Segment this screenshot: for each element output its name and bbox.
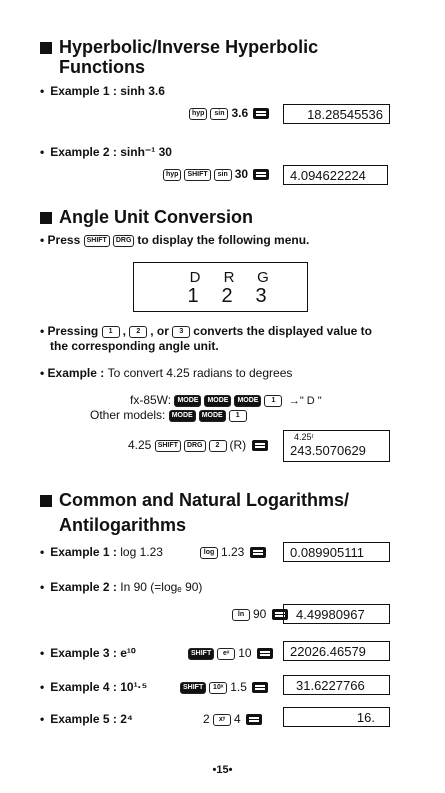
fx85w-key-row <box>130 393 322 407</box>
bullet: • <box>40 580 45 594</box>
row-number: 4.25 <box>128 438 152 452</box>
arrow-d-indicator: →" D " <box>288 395 322 407</box>
key-sequence-1 <box>189 106 269 120</box>
result-display-ln: 4.49980967 <box>283 604 390 624</box>
conversion-display <box>283 430 390 462</box>
pressing-text: converts the displayed value to <box>193 324 373 338</box>
fx85w-label: fx-85W: <box>130 393 172 407</box>
example-label: Example 1 : <box>50 545 117 559</box>
key-3: 3 <box>172 326 190 338</box>
mode-key: MODE <box>174 395 201 407</box>
ln-key-row <box>232 607 288 621</box>
drg-menu-letters <box>178 269 280 286</box>
bullet: • <box>40 145 45 159</box>
key-1: 1 <box>102 326 120 338</box>
key-number: 1.23 <box>221 545 245 559</box>
example-2-hyperbolic <box>40 145 172 159</box>
key-number: 10 <box>238 646 252 660</box>
key-number: 2 <box>203 712 210 726</box>
bullet: • <box>40 680 45 694</box>
example-text: To convert 4.25 radians to degrees <box>107 366 293 380</box>
key-number: 3.6 <box>231 106 249 120</box>
example-label: Example 3 : <box>50 646 117 660</box>
pressing-instruction <box>40 324 420 354</box>
menu-letter-r: R <box>223 269 235 286</box>
section-heading-logarithms-line2: Antilogarithms <box>59 515 187 535</box>
power-key-row <box>203 712 262 726</box>
bullet: • <box>40 646 45 660</box>
sin-key: sin <box>214 169 232 181</box>
ln-key: ln <box>232 609 250 621</box>
example-5-power <box>40 712 133 726</box>
key-number: 90 <box>253 607 267 621</box>
menu-letter-d: D <box>189 269 201 286</box>
bullet: • <box>40 324 48 338</box>
example-label: Example : <box>47 366 105 380</box>
bullet: • <box>40 366 48 380</box>
section-heading-hyperbolic-line2: Functions <box>59 57 145 77</box>
log-key: log <box>200 547 218 559</box>
example-label: Example 1 : <box>50 84 117 98</box>
press-label: Press <box>47 233 81 247</box>
drg-key: DRG <box>113 235 135 247</box>
drg-menu-display <box>133 262 308 312</box>
exp-key-row <box>188 646 273 660</box>
mode-key: MODE <box>199 410 226 422</box>
equals-key-icon <box>246 714 262 725</box>
equals-key-icon <box>252 682 268 693</box>
result-display-2: 4.094622224 <box>283 165 388 185</box>
result-display-1: 18.28545536 <box>283 104 390 124</box>
10x-key: 10ˣ <box>209 682 227 694</box>
example-label: Example 4 : <box>50 680 117 694</box>
example-expr: sinh 3.6 <box>120 84 165 98</box>
result-display-exp: 22026.46579 <box>283 641 390 661</box>
key-number: 30 <box>234 167 249 181</box>
example-expr: log 1.23 <box>120 545 163 559</box>
shift-key: SHIFT <box>84 235 110 247</box>
example-label: Example 2 : <box>50 145 117 159</box>
equals-key-icon <box>257 648 273 659</box>
display-input-line: 4.25ʳ <box>294 432 314 442</box>
heading-square-icon <box>40 495 52 507</box>
key-2: 2 <box>209 440 227 452</box>
section-heading-logarithms <box>40 490 349 511</box>
other-models-label: Other models: <box>90 408 166 422</box>
example-expr: 10¹·⁵ <box>120 680 148 694</box>
shift-key: SHIFT <box>180 682 206 694</box>
equals-key-icon <box>252 440 268 451</box>
example-2-ln <box>40 580 202 594</box>
comma: , <box>122 324 130 338</box>
log-key-row <box>200 545 266 559</box>
drg-menu-numbers <box>176 285 278 308</box>
equals-key-icon <box>253 108 269 119</box>
section-heading-hyperbolic <box>40 37 318 58</box>
equals-key-icon <box>250 547 266 558</box>
key-number: 4 <box>234 712 241 726</box>
heading-text: Angle Unit Conversion <box>59 207 254 227</box>
example-expr: In 90 (=logₑ 90) <box>120 580 203 594</box>
mode-key: MODE <box>234 395 261 407</box>
hyp-key: hyp <box>189 108 207 120</box>
hyp-key: hyp <box>163 169 181 181</box>
example-label: Example 5 : <box>50 712 117 726</box>
example-3-exp <box>40 646 136 660</box>
key-1: 1 <box>264 395 282 407</box>
key-sequence-2 <box>163 167 269 181</box>
bullet: • <box>40 545 45 559</box>
pressing-label: Pressing <box>47 324 99 338</box>
result-display-log: 0.089905111 <box>283 542 390 562</box>
example-label: Example 2 : <box>50 580 117 594</box>
key-number: 1.5 <box>230 680 247 694</box>
pow10-key-row <box>180 680 268 694</box>
result-display-pow10: 31.6227766 <box>283 675 390 695</box>
bullet: • <box>40 84 45 98</box>
bullet: • <box>40 712 45 726</box>
heading-square-icon <box>40 212 52 224</box>
menu-letter-g: G <box>257 269 269 286</box>
other-models-key-row <box>90 408 250 422</box>
result-display-power: 16. <box>283 707 390 727</box>
example-1-log <box>40 545 163 559</box>
mode-key: MODE <box>204 395 231 407</box>
press-instruction <box>40 233 309 248</box>
key-2: 2 <box>129 326 147 338</box>
display-result-line: 243.5070629 <box>290 443 366 458</box>
shift-key: SHIFT <box>184 169 210 181</box>
menu-number-1: 1 <box>187 285 199 307</box>
shift-key: SHIFT <box>155 440 181 452</box>
sin-key: sin <box>210 108 228 120</box>
key-1: 1 <box>229 410 247 422</box>
heading-square-icon <box>40 42 52 54</box>
convert-key-row <box>128 438 268 452</box>
example-expr: e¹⁰ <box>120 646 136 660</box>
section-heading-angle <box>40 207 253 228</box>
menu-number-2: 2 <box>221 285 233 307</box>
press-text: to display the following menu. <box>137 233 310 247</box>
example-4-pow10 <box>40 680 147 694</box>
bullet: • <box>40 233 48 247</box>
drg-key: DRG <box>184 440 206 452</box>
xy-key: xʸ <box>213 714 231 726</box>
shift-key: SHIFT <box>188 648 214 660</box>
or-text: , or <box>150 324 169 338</box>
equals-key-icon <box>253 169 269 180</box>
mode-key: MODE <box>169 410 196 422</box>
heading-text: Hyperbolic/Inverse Hyperbolic <box>59 37 319 57</box>
page-number: •15• <box>212 764 233 776</box>
example-expr: sinh⁻¹ 30 <box>120 145 172 159</box>
angle-example <box>40 366 292 381</box>
menu-number-3: 3 <box>255 285 267 307</box>
example-expr: 2⁴ <box>120 712 133 726</box>
heading-text: Common and Natural Logarithms/ <box>59 490 350 510</box>
ex-key: eˣ <box>217 648 235 660</box>
example-1-hyperbolic <box>40 84 165 98</box>
pressing-text-line2: the corresponding angle unit. <box>50 339 219 353</box>
r-label: (R) <box>229 438 247 452</box>
